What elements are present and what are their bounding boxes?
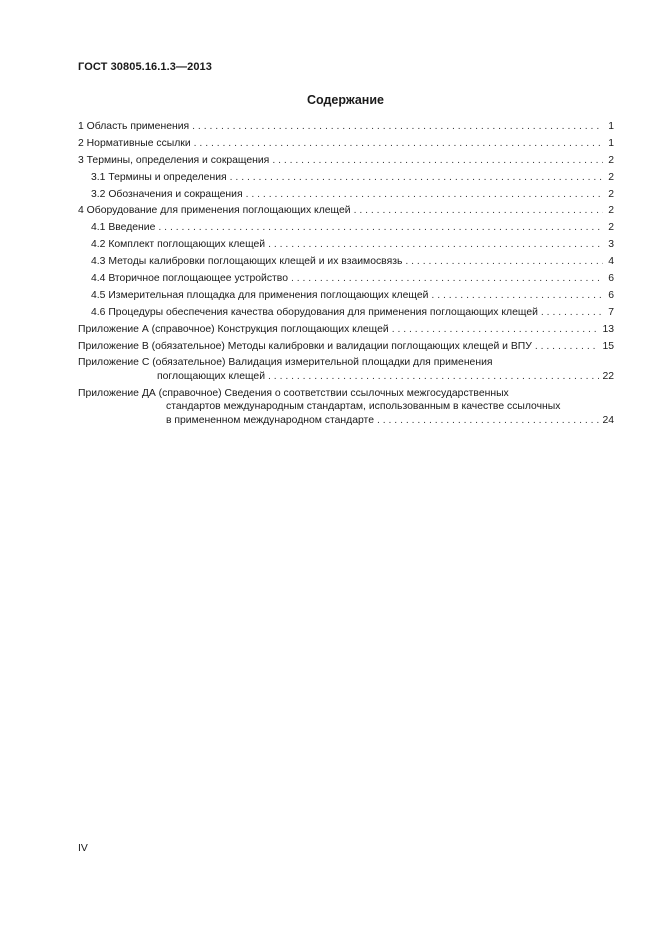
toc-entry-page: 6: [608, 273, 614, 285]
table-of-contents: [78, 120, 614, 431]
toc-entry-1[interactable]: [78, 120, 614, 134]
toc-entry-appendix-a[interactable]: [78, 323, 614, 337]
toc-entry-text: 3.2 Обозначения и сокращения: [91, 188, 243, 200]
toc-leader-dots: [541, 306, 603, 320]
toc-entry-page: 13: [602, 323, 614, 335]
document-id-header: ГОСТ 30805.16.1.3—2013: [78, 61, 212, 73]
toc-entry-appendix-c[interactable]: [78, 356, 614, 383]
toc-entry-text-continued: стандартов международным стандартам, использованным в качестве ссылочных: [166, 401, 561, 413]
toc-entry-text: Приложение ДА (справочное) Сведения о соответствии ссылочных межгосударственных: [78, 387, 509, 399]
toc-entry-page: 4: [608, 256, 614, 268]
toc-entry-text: Приложение В (обязательное) Методы калибровки и валидации поглощающих клещей и ВПУ: [78, 340, 532, 352]
toc-entry-appendix-da[interactable]: [78, 387, 614, 428]
toc-entry-4-6[interactable]: [78, 306, 614, 320]
toc-entry-page: 24: [602, 414, 614, 426]
toc-entry-text: Приложение А (справочное) Конструкция поглощающих клещей: [78, 323, 389, 335]
toc-entry-text: 4.3 Методы калибровки поглощающих клещей и их взаимосвязь: [91, 256, 403, 268]
toc-title: Содержание: [306, 93, 384, 107]
toc-entry-text: 4.1 Введение: [91, 222, 156, 234]
toc-entry-text: 3 Термины, определения и сокращения: [78, 154, 270, 166]
toc-entry-2[interactable]: [78, 137, 614, 151]
toc-leader-dots: [405, 255, 603, 269]
toc-entry-text: Приложение С (обязательное) Валидация измерительной площадки для применения: [78, 357, 493, 369]
toc-entry-4-5[interactable]: [78, 289, 614, 303]
toc-leader-dots: [392, 323, 600, 337]
toc-entry-3-1[interactable]: [78, 171, 614, 185]
toc-leader-dots: [354, 204, 603, 218]
toc-entry-4-2[interactable]: [78, 238, 614, 252]
toc-entry-text: 4.4 Вторичное поглощающее устройство: [91, 273, 288, 285]
toc-entry-3[interactable]: [78, 154, 614, 168]
toc-leader-dots: [158, 221, 603, 235]
toc-entry-page: 2: [608, 205, 614, 217]
toc-entry-page: 6: [608, 289, 614, 301]
toc-entry-4-3[interactable]: [78, 255, 614, 269]
toc-entry-4-1[interactable]: [78, 221, 614, 235]
toc-leader-dots: [194, 137, 603, 151]
toc-entry-appendix-b[interactable]: [78, 340, 614, 354]
toc-entry-text: 2 Нормативные ссылки: [78, 137, 191, 149]
toc-leader-dots: [246, 188, 603, 202]
toc-leader-dots: [431, 289, 603, 303]
toc-leader-dots: [272, 154, 603, 168]
toc-entry-text: 1 Область применения: [78, 121, 190, 132]
toc-entry-page: 3: [608, 239, 614, 251]
toc-leader-dots: [230, 171, 603, 185]
toc-leader-dots: [192, 120, 603, 134]
toc-entry-text-continued: в примененном международном стандарте: [166, 414, 374, 426]
toc-entry-page: 15: [602, 340, 614, 352]
toc-leader-dots: [377, 414, 599, 428]
toc-entry-page: 1: [608, 121, 614, 132]
toc-entry-text-continued: поглощающих клещей: [157, 370, 266, 382]
toc-entry-3-2[interactable]: [78, 188, 614, 202]
toc-entry-page: 2: [608, 222, 614, 234]
toc-entry-text: 4.6 Процедуры обеспечения качества оборудования для применения поглощающих клещей: [91, 306, 538, 318]
toc-entry-page: 2: [608, 154, 614, 166]
toc-leader-dots: [268, 370, 599, 384]
toc-entry-page: 22: [602, 370, 614, 382]
toc-entry-4-4[interactable]: [78, 272, 614, 286]
toc-entry-text: 3.1 Термины и определения: [91, 171, 227, 183]
toc-entry-4[interactable]: [78, 204, 614, 218]
toc-entry-page: 2: [608, 188, 614, 200]
toc-entry-text: 4 Оборудование для применения поглощающих клещей: [78, 205, 351, 217]
toc-leader-dots: [291, 272, 603, 286]
toc-leader-dots: [268, 238, 603, 252]
toc-entry-text: 4.5 Измерительная площадка для применения поглощающих клещей: [91, 289, 429, 301]
toc-entry-page: 7: [608, 306, 614, 318]
toc-entry-page: 1: [608, 137, 614, 149]
toc-entry-page: 2: [608, 171, 614, 183]
page-number: IV: [78, 843, 88, 854]
toc-leader-dots: [535, 340, 600, 354]
toc-entry-text: 4.2 Комплект поглощающих клещей: [91, 239, 266, 251]
